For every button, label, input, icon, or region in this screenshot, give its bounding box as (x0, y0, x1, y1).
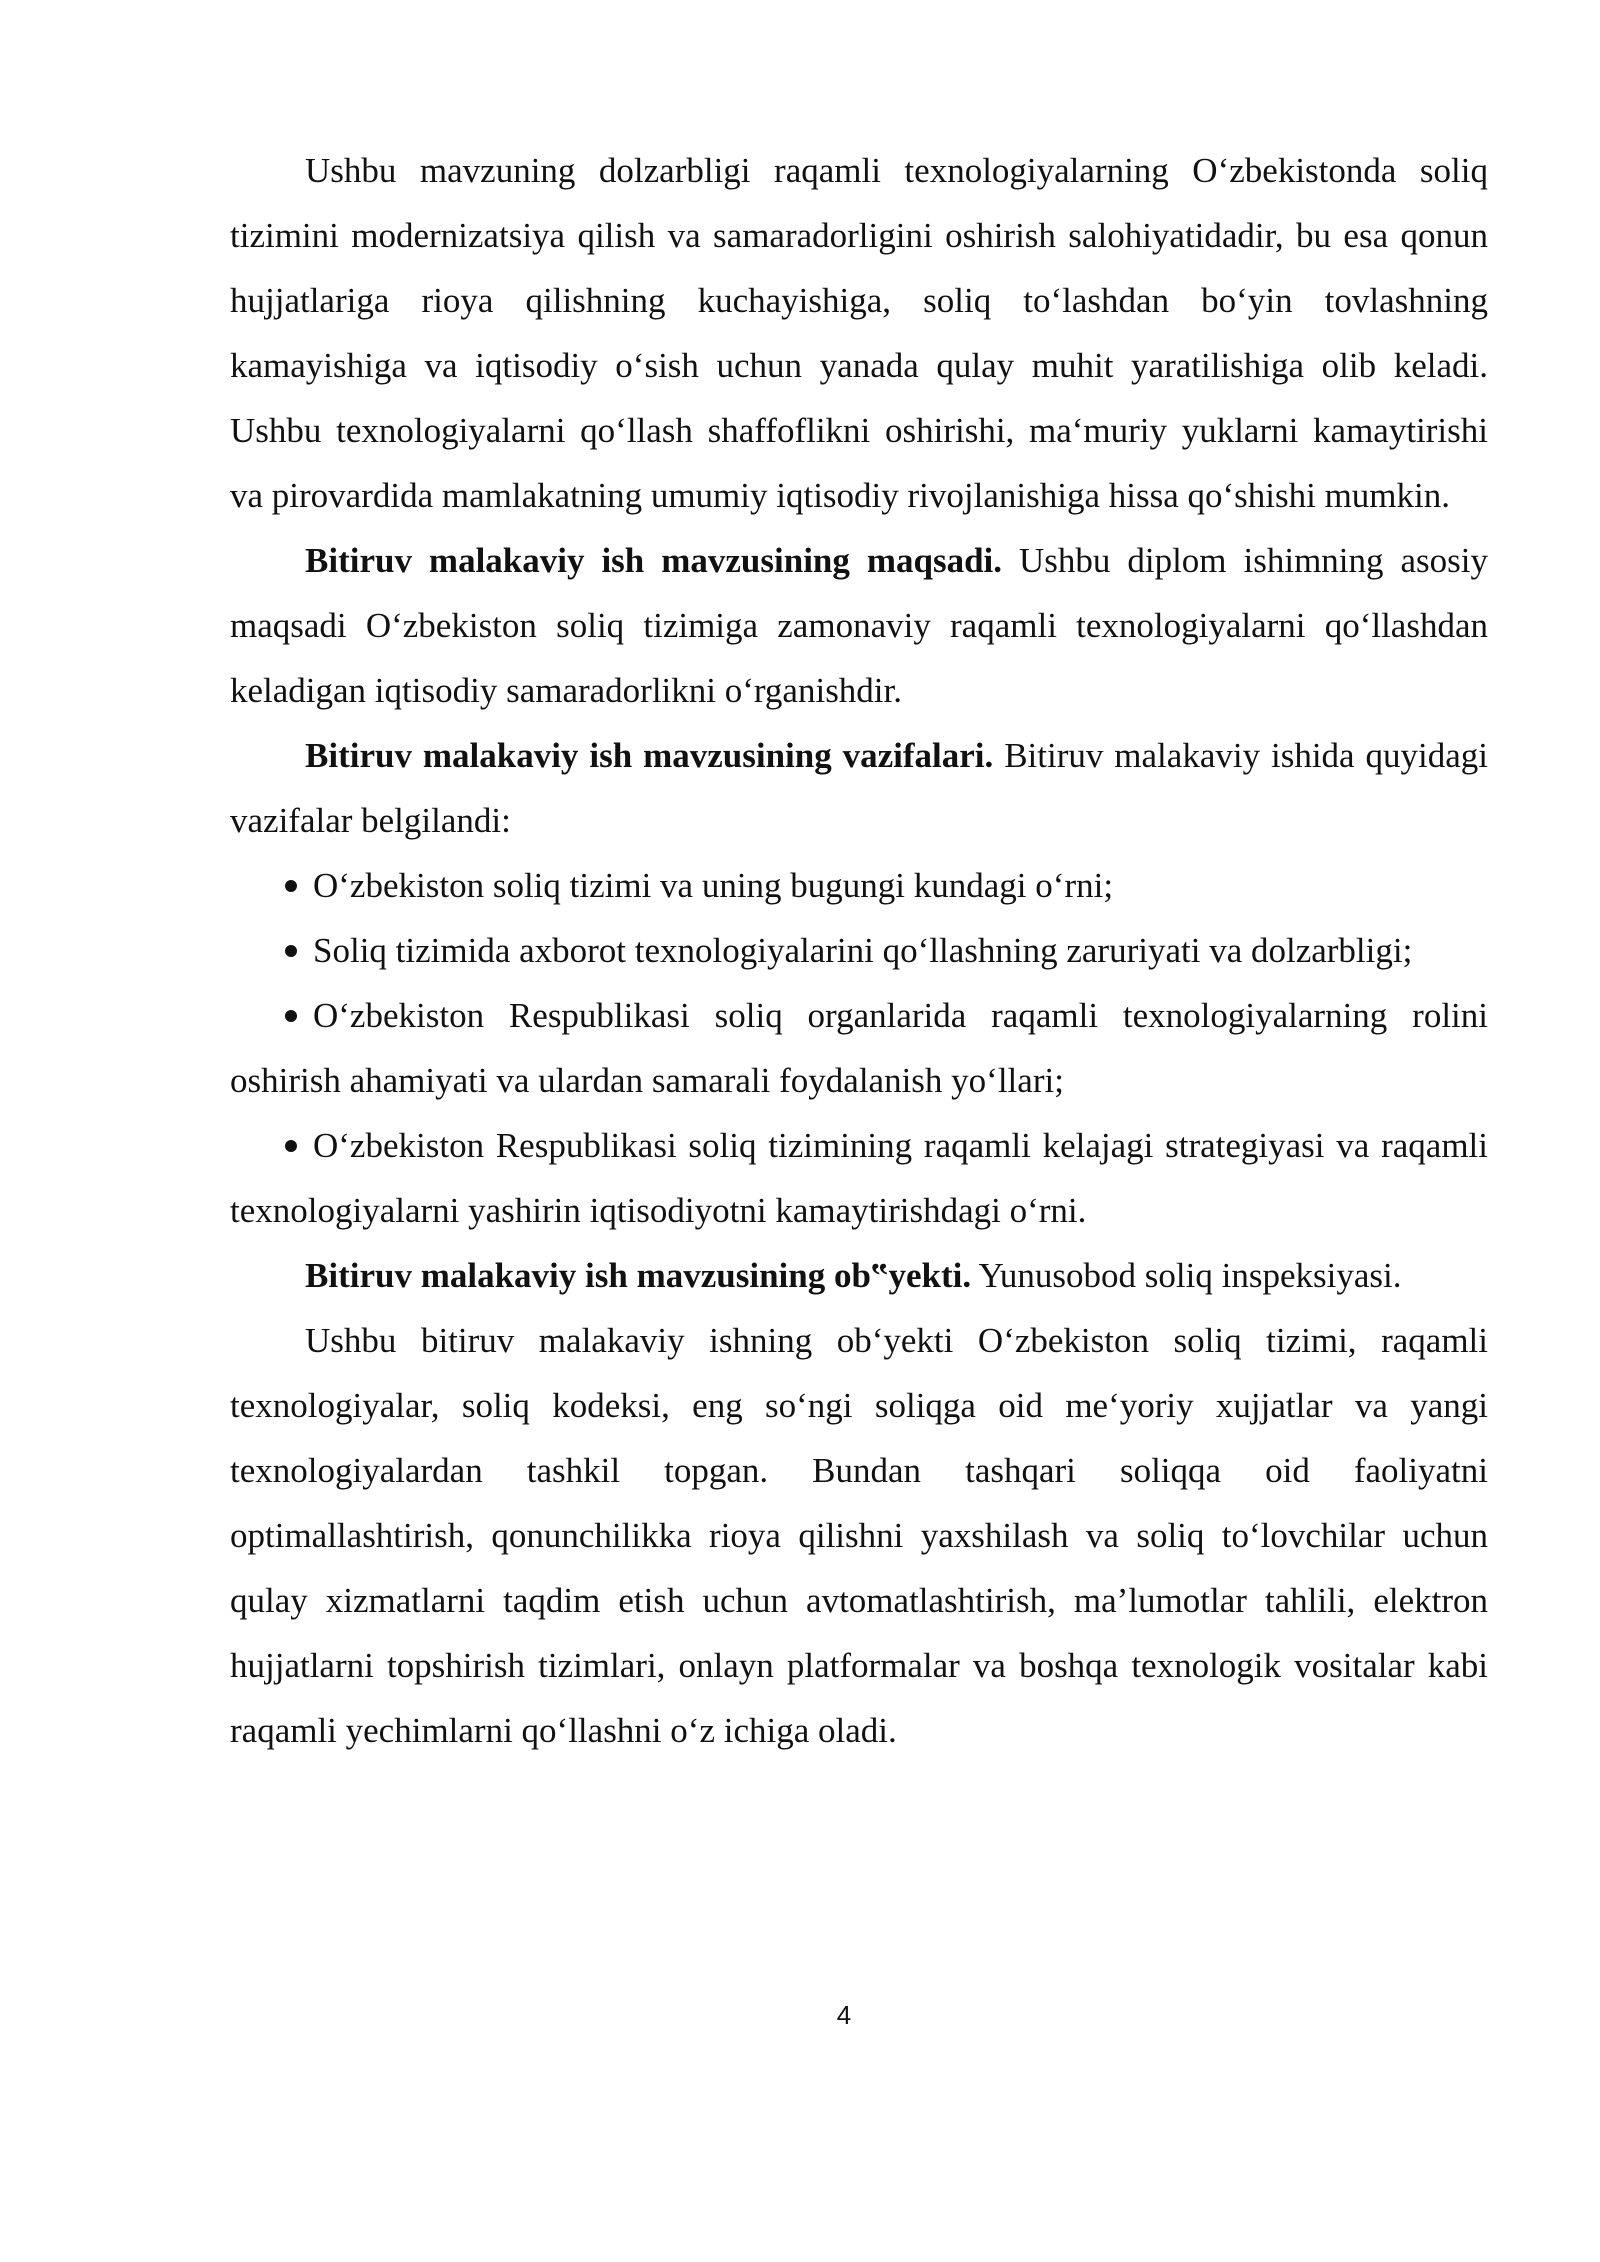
task-text: O‘zbekiston Respublikasi soliq tizimining raqamli kelajagi strategiyasi va raqamli texnologiyalarni yashirin iqtisodiyotni kamaytirishdagi o‘rni. (230, 1126, 1488, 1230)
list-item (230, 1113, 1488, 1243)
goal-paragraph (230, 528, 1488, 723)
object-paragraph (230, 1243, 1488, 1308)
relevance-paragraph: Ushbu mavzuning dolzarbligi raqamli texnologiyalarning O‘zbekistonda soliq tizimini modernizatsiya qilish va samaradorligini oshirish salohiyatidadir, bu esa qonun hujjatlariga rioya qilishning kuchayishiga, soliq to‘lashdan bo‘yin tovlashning kamayishiga va iqtisodiy o‘sish uchun yanada qulay muhit yaratilishiga olib keladi. Ushbu texnologiyalarni qo‘llash shaffoflikni oshirishi, ma‘muriy yuklarni kamaytirishi va pirovardida mamlakatning umumiy iqtisodiy rivojlanishiga hissa qo‘shishi mumkin. (230, 151, 1488, 515)
list-item (230, 983, 1488, 1113)
bullet-icon (285, 1010, 297, 1022)
page-content (230, 138, 1488, 1763)
bullet-icon (285, 880, 297, 892)
tasks-heading: Bitiruv malakaviy ish mavzusining vazifalari. (305, 736, 994, 775)
task-text: O‘zbekiston Respublikasi soliq organlarida raqamli texnologiyalarning rolini oshirish ahamiyati va ulardan samarali foydalanish yo‘llari; (230, 996, 1488, 1100)
bullet-icon (285, 1140, 297, 1152)
object-description-paragraph: Ushbu bitiruv malakaviy ishning ob‘yekti O‘zbekiston soliq tizimi, raqamli texnologiyalar, soliq kodeksi, eng so‘ngi soliqga oid me‘yoriy xujjatlar va yangi texnologiyalardan tashkil topgan. Bundan tashqari soliqqa oid faoliyatni optimallashtirish, qonunchilikka rioya qilishni yaxshilash va soliq to‘lovchilar uchun qulay xizmatlarni taqdim etish uchun avtomatlashtirish, ma’lumotlar tahlili, elektron hujjatlarni topshirish tizimlari, onlayn platformalar va boshqa texnologik vositalar kabi raqamli yechimlarni qo‘llashni o‘z ichiga oladi. (230, 1321, 1488, 1750)
list-item (230, 853, 1488, 918)
object-text: Yunusobod soliq inspeksiyasi. (971, 1256, 1402, 1295)
goal-text: Ushbu diplom ishimning asosiy maqsadi O‘zbekiston soliq tizimiga zamonaviy raqamli texnologiyalarni qo‘llashdan keladigan iqtisodiy samaradorlikni o‘rganishdir. (230, 541, 1488, 710)
list-item (230, 918, 1488, 983)
tasks-paragraph (230, 723, 1488, 853)
task-text: O‘zbekiston soliq tizimi va uning bugungi kundagi o‘rni; (313, 866, 1114, 905)
tasks-intro-text: Bitiruv malakaviy ishida quyidagi vazifalar belgilandi: (230, 736, 1488, 840)
goal-heading: Bitiruv malakaviy ish mavzusining maqsadi. (305, 541, 1003, 580)
page-number: 4 (836, 2000, 852, 2030)
object-heading: Bitiruv malakaviy ish mavzusining ob‟yekti. (305, 1256, 972, 1295)
tasks-list (230, 853, 1488, 1243)
task-text: Soliq tizimida axborot texnologiyalarini qo‘llashning zaruriyati va dolzarbligi; (313, 931, 1413, 970)
bullet-icon (285, 945, 297, 957)
